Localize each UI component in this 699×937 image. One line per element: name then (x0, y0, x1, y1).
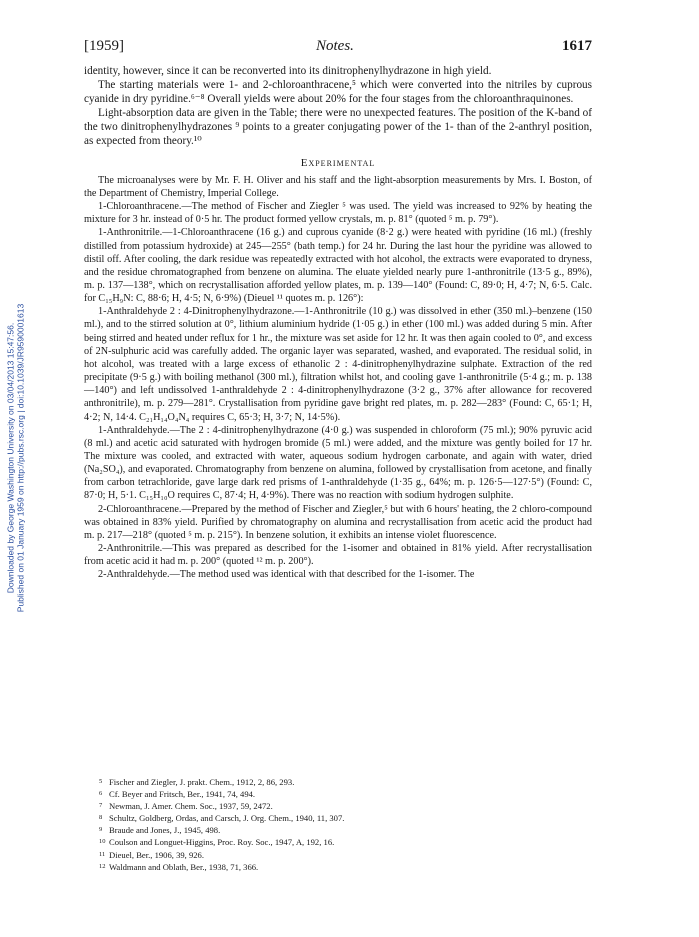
footnote (99, 776, 539, 788)
footnote-number: 9 (99, 826, 103, 834)
experimental-paragraph: 2-Anthraldehyde.—The method used was identical with that described for the 1-isomer. The (98, 569, 475, 581)
body-paragraph: identity, however, since it can be reconverted into its dinitrophenylhydrazone in high yield. (84, 65, 492, 77)
section-name: Notes. (316, 38, 354, 54)
body-paragraph: Light-absorption data are given in the Table; there were no unexpected features. The position of the K-band of the two dinitrophenylhydrazones ⁹ points to a greater conjugating power of the 1- than of the 2-anthryl position, as expected from theory.¹⁰ (84, 107, 592, 148)
experimental-paragraph: 1-Anthronitrile.—1-Chloroanthracene (16 g.) and cuprous cyanide (8·2 g.) were heated with pyridine (16 ml.) (freshly distilled from potassium hydroxide) at 245—255° (bath temp.) for 24 hr. During the last hour the pyridine was allowed to distil off. After cooling, the dark residue was repeatedly extracted with hot alcohol, the extracts were evaporated to dryness, and the residue chromatographed from benzene on alumina. The eluate yielded nearly pure 1-anthronitrile (13·5 g., 89%), m. p. 137—138°, which on recrystallisation afforded yellow plates, m. p. 139—140° (Found: C, 89·0; H, 4·7; N, 6·5. Calc. for C₁₅H₉N: C, 88·6; H, 4·5; N, 6·9%) (Dieuel ¹¹ quotes m. p. 126°): (84, 227, 592, 305)
footnote-number: 8 (99, 814, 103, 822)
footnote-text: Fischer and Ziegler, J. prakt. Chem., 1912, 2, 86, 293. (109, 777, 295, 787)
footnote (99, 812, 539, 824)
footnote (99, 788, 539, 800)
footnote-number: 5 (99, 778, 103, 785)
footnote (99, 836, 539, 848)
footnote-text: Dieuel, Ber., 1906, 39, 926. (109, 849, 204, 860)
footnote-text: Waldmann and Oblath, Ber., 1938, 71, 366. (109, 861, 259, 872)
experimental-paragraph: 2-Chloroanthracene.—Prepared by the method of Fischer and Ziegler,⁵ but with 6 hours' heating, the 2 chloro-compound was obtained in 83% yield. Purified by chromatography on alumina and recrystallisation from acetic acid the product had m. p. 217—218° (quoted ⁵ m. p. 215°). In benzene solution, it exhibits an intense violet fluorescence. (84, 503, 592, 541)
footnote (99, 861, 539, 873)
footnote-text: Cf. Beyer and Fritsch, Ber., 1941, 74, 494. (109, 789, 256, 800)
experimental-heading: Experimental (300, 156, 376, 169)
footnote-number: 10 (99, 838, 106, 846)
footnote-number: 12 (99, 862, 106, 870)
experimental-paragraph: 1-Anthraldehyde.—The 2 : 4-dinitrophenylhydrazone (4·0 g.) was suspended in chloroform (75 ml.); 90% pyruvic acid (8 ml.) and acetic acid saturated with hydrogen bromide (5 ml.) were added, and the mixture was gently boiled for 17 hr. The mixture was cooled, and extracted with water, aqueous sodium hydrogen carbonate, and again with water, dried (Na₂SO₄), and evaporated. Chromatography from benzene on alumina, followed by crystallisation from acetone, and finally from carbon tetrachloride, gave large dark red prisms of 1-anthraldehyde (1·35 g., 64%; m. p. 126·5—127·5°) (Found: C, 87·0; H, 5·1. C₁₅H₁₀O requires C, 87·4; H, 4·9%). There was no reaction with sodium hydrogen sulphite. (84, 424, 592, 502)
article-body (84, 64, 592, 582)
footnote-text: Coulson and Longuet-Higgins, Proc. Roy. Soc., 1947, A, 192, 16. (109, 837, 335, 848)
footnotes-list (99, 776, 539, 873)
footnote-number: 6 (99, 790, 103, 798)
download-sidebar (0, 0, 26, 937)
page-number: 1617 (562, 38, 592, 54)
experimental-paragraph: The microanalyses were by Mr. F. H. Oliver and his staff and the light-absorption measurements by Mrs. I. Boston, of the Department of Chemistry, Imperial College. (84, 174, 592, 199)
running-header (84, 38, 592, 58)
experimental-paragraph: 2-Anthronitrile.—This was prepared as described for the 1-isomer and obtained in 81% yield. After recrystallisation from acetic acid it had m. p. 200° (quoted ¹² m. p. 200°). (84, 543, 592, 568)
footnote (99, 849, 539, 861)
footnote (99, 800, 539, 812)
footnote-text: Braude and Jones, J., 1945, 498. (109, 825, 221, 836)
experimental-paragraph: 1-Anthraldehyde 2 : 4-Dinitrophenylhydrazone.—1-Anthronitrile (10 g.) was dissolved in ether (350 ml.)–benzene (150 ml.), and to the stirred solution at 0°, lithium aluminium hydride (1·05 g.) in ether (100 ml.) was added during 5 min. After being stirred and heated under reflux for 1 hr., the mixture was set aside for 12 hr. It was then again cooled to 0°, and excess of 2N-sulphuric acid was carefully added. The organic layer was separated, washed, and evaporated. The residual solid, in hot alcohol, was treated with a large excess of ethanolic 2 : 4-dinitrophenylhydrazine sulphate. Extraction of the red precipitate (9·5 g.) with boiling methanol (300 ml.), filtration whilst hot, and cooling gave 1-anthronitrile (5·4 g.; m. p. 138—140°) and left undissolved 1-anthraldehyde 2 : 4-dinitrophenylhydrazone (3·2 g., 37% after allowance for recovered anthronitrile), m. p. 279—281°. Crystallisation from pyridine gave bright red plates, m. p. 282—283° (Found: C, 65·1; H, 4·2; N, 14·4. C₂₁H₁₄O₄N₄ requires C, 65·3; H, 3·7; N, 14·5%). (84, 306, 592, 423)
publication-notice-link[interactable]: Published on 01 January 1959 on http://pubs.rsc.org | doi:10.1039/JR9590001613 (15, 303, 26, 613)
body-paragraph: The starting materials were 1- and 2-chloroanthracene,⁵ which were converted into the nitriles by cuprous cyanide in dry pyridine.⁶⁻⁸ Overall yields were about 20% for the four stages from the chloroanthraquinones. (84, 79, 592, 106)
download-notice: Downloaded by George Washington University on 03/04/2013 15:47:56. (5, 322, 16, 594)
experimental-paragraph: 1-Chloroanthracene.—The method of Fischer and Ziegler ⁵ was used. The yield was increased to 92% by heating the mixture for 3 hr. instead of 0·5 hr. The product formed yellow crystals, m. p. 81° (quoted ⁵ m. p. 79°). (84, 201, 592, 226)
footnote-text: Schultz, Goldberg, Ordas, and Carsch, J. Org. Chem., 1940, 11, 307. (109, 813, 345, 824)
footnote (99, 824, 539, 836)
journal-year: [1959] (84, 38, 124, 54)
footnote-number: 7 (99, 802, 103, 810)
footnote-text: Newman, J. Amer. Chem. Soc., 1937, 59, 2472. (109, 801, 273, 812)
footnote-number: 11 (99, 850, 106, 858)
